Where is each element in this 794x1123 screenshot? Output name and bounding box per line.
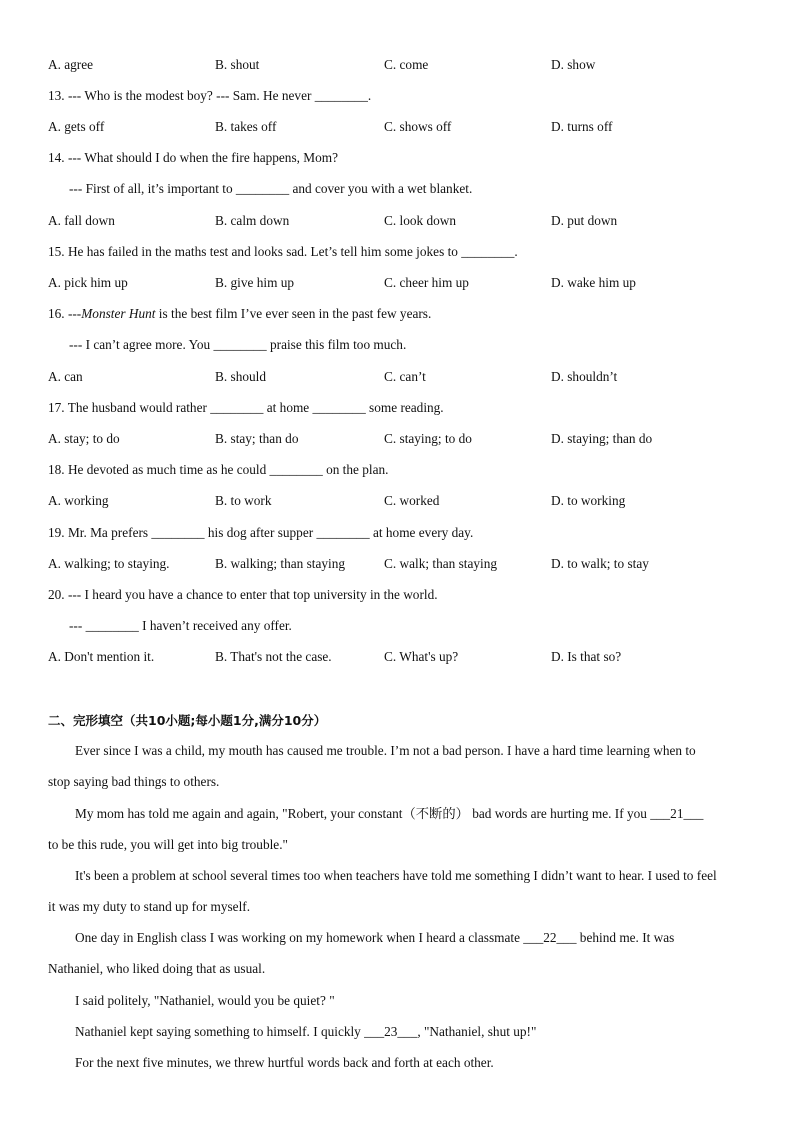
question-13-stem: 13. --- Who is the modest boy? --- Sam. He never ________. bbox=[48, 88, 372, 103]
q13-option-d: D. turns off bbox=[551, 119, 613, 134]
q16-stem-rest: is the best film I’ve ever seen in the past few years. bbox=[155, 306, 432, 321]
q19-option-c: C. walk; than staying bbox=[384, 556, 498, 571]
q16-option-d: D. shouldn’t bbox=[551, 369, 618, 384]
q18-option-c: C. worked bbox=[384, 493, 440, 508]
question-20-stem: 20. --- I heard you have a chance to enter that top university in the world. bbox=[48, 587, 438, 602]
passage-paragraph-2-line-1: My mom has told me again and again, "Robert, your constant（不断的） bad words are hurting me. If you ___21___ bbox=[75, 806, 704, 821]
passage-paragraph-5: I said politely, "Nathaniel, would you be quiet? " bbox=[75, 993, 335, 1008]
q14-option-d: D. put down bbox=[551, 213, 618, 228]
q20-option-d: D. Is that so? bbox=[551, 649, 622, 664]
passage-paragraph-6: Nathaniel kept saying something to himself. I quickly ___23___, "Nathaniel, shut up!" bbox=[75, 1024, 537, 1039]
question-14-stem: 14. --- What should I do when the fire happens, Mom? bbox=[48, 150, 338, 165]
passage-paragraph-7: For the next five minutes, we threw hurtful words back and forth at each other. bbox=[75, 1055, 494, 1070]
passage-paragraph-2-line-2: to be this rude, you will get into big trouble." bbox=[48, 837, 288, 852]
question-16-stem bbox=[48, 305, 746, 323]
section-title-cloze: 二、完形填空（共10小题;每小题1分,满分10分） bbox=[48, 713, 327, 728]
q14-option-c: C. look down bbox=[384, 213, 457, 228]
q20-option-b: B. That's not the case. bbox=[215, 649, 332, 664]
q13-option-b: B. takes off bbox=[215, 119, 277, 134]
question-16-reply: --- I can’t agree more. You ________ praise this film too much. bbox=[69, 337, 407, 352]
passage-paragraph-1-line-2: stop saying bad things to others. bbox=[48, 774, 220, 789]
q18-option-b: B. to work bbox=[215, 493, 272, 508]
q13-option-a: A. gets off bbox=[48, 119, 105, 134]
passage-paragraph-4-line-2: Nathaniel, who liked doing that as usual. bbox=[48, 961, 266, 976]
q19-option-b: B. walking; than staying bbox=[215, 556, 346, 571]
q20-option-a: A. Don't mention it. bbox=[48, 649, 155, 664]
q15-option-d: D. wake him up bbox=[551, 275, 636, 290]
question-19-stem: 19. Mr. Ma prefers ________ his dog after supper ________ at home every day. bbox=[48, 525, 474, 540]
q16-option-c: C. can’t bbox=[384, 369, 426, 384]
passage-paragraph-1-line-1: Ever since I was a child, my mouth has caused me trouble. I’m not a bad person. I have a hard time learning when to bbox=[75, 743, 696, 758]
q15-option-c: C. cheer him up bbox=[384, 275, 469, 290]
question-17-stem: 17. The husband would rather ________ at home ________ some reading. bbox=[48, 400, 444, 415]
q19-option-d: D. to walk; to stay bbox=[551, 556, 649, 571]
passage-paragraph-3-line-2: it was my duty to stand up for myself. bbox=[48, 899, 251, 914]
question-15-stem: 15. He has failed in the maths test and looks sad. Let’s tell him some jokes to ________. bbox=[48, 244, 518, 259]
q16-option-b: B. should bbox=[215, 369, 266, 384]
q14-option-b: B. calm down bbox=[215, 213, 290, 228]
q20-option-c: C. What's up? bbox=[384, 649, 459, 664]
q16-option-a: A. can bbox=[48, 369, 83, 384]
option-c: C. come bbox=[384, 57, 429, 72]
q18-option-a: A. working bbox=[48, 493, 109, 508]
q14-option-a: A. fall down bbox=[48, 213, 115, 228]
q17-option-c: C. staying; to do bbox=[384, 431, 472, 446]
option-b: B. shout bbox=[215, 57, 260, 72]
q18-option-d: D. to working bbox=[551, 493, 626, 508]
question-20-reply: --- ________ I haven’t received any offer. bbox=[69, 618, 292, 633]
q17-option-a: A. stay; to do bbox=[48, 431, 120, 446]
q19-option-a: A. walking; to staying. bbox=[48, 556, 170, 571]
question-18-stem: 18. He devoted as much time as he could ________ on the plan. bbox=[48, 462, 389, 477]
passage-paragraph-4-line-1: One day in English class I was working on my homework when I heard a classmate ___22___ behind me. It was bbox=[75, 930, 675, 945]
passage-paragraph-3-line-1: It's been a problem at school several times too when teachers have told me something I didn’t want to hear. I used to feel bbox=[75, 868, 717, 883]
q17-option-d: D. staying; than do bbox=[551, 431, 653, 446]
option-d: D. show bbox=[551, 57, 596, 72]
q13-option-c: C. shows off bbox=[384, 119, 452, 134]
q16-number: 16. --- bbox=[48, 306, 82, 321]
q15-option-b: B. give him up bbox=[215, 275, 295, 290]
option-a: A. agree bbox=[48, 57, 94, 72]
question-14-reply: --- First of all, it’s important to ________ and cover you with a wet blanket. bbox=[69, 181, 473, 196]
q17-option-b: B. stay; than do bbox=[215, 431, 299, 446]
q15-option-a: A. pick him up bbox=[48, 275, 128, 290]
q16-film-title: Monster Hunt bbox=[81, 306, 156, 321]
